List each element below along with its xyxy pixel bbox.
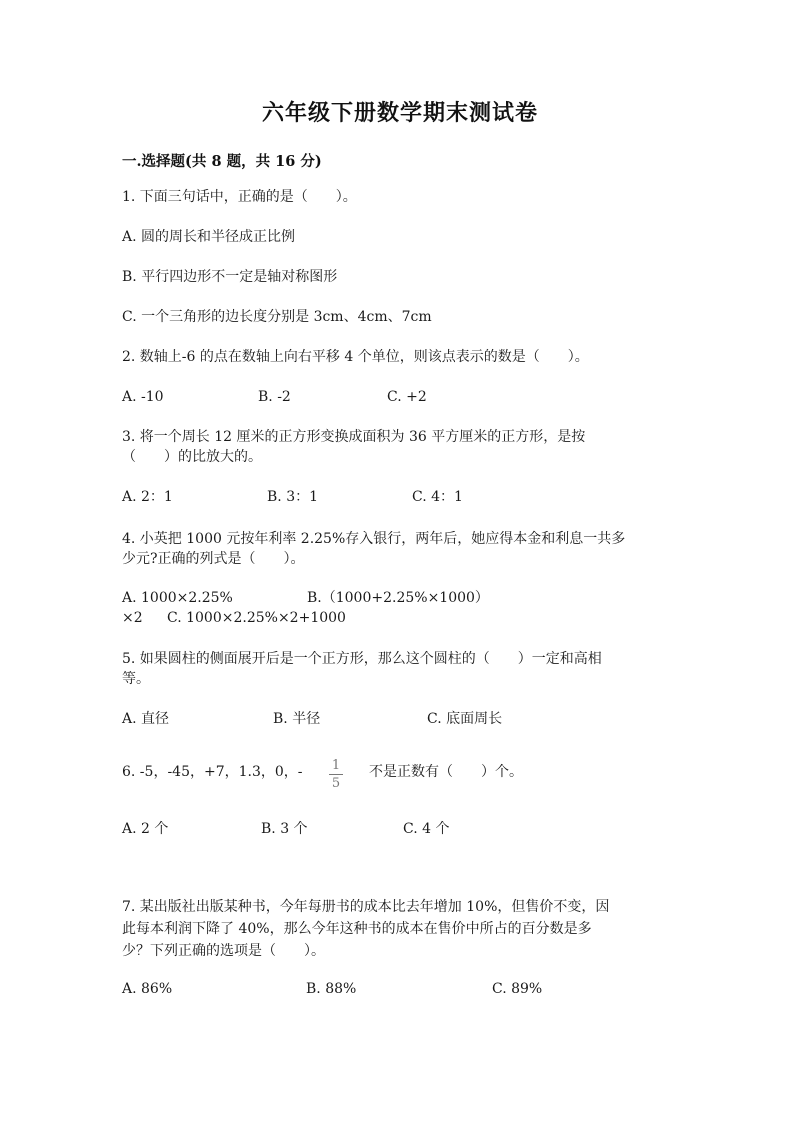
question-1-stem: 1. 下面三句话中，正确的是（ ）。 (122, 189, 357, 205)
question-4-stem-line-2: 少元?正确的列式是（ ）。 (122, 551, 305, 567)
question-3-option-a: A. 2：1 (122, 489, 173, 505)
fraction-one-fifth (328, 758, 344, 791)
question-7-stem-line-3: 少？下列正确的选项是（ ）。 (122, 943, 325, 959)
question-5-stem-line-2: 等。 (122, 671, 150, 687)
fraction-denominator: 5 (331, 776, 341, 791)
question-1-option-b: B. 平行四边形不一定是轴对称图形 (122, 269, 338, 285)
question-4-stem-line-1: 4. 小英把 1000 元按年利率 2.25%存入银行，两年后，她应得本金和利息一共多 (122, 531, 626, 547)
question-6-option-c: C. 4 个 (403, 821, 450, 837)
question-2-stem: 2. 数轴上-6 的点在数轴上向右平移 4 个单位，则该点表示的数是（ ）。 (122, 349, 589, 365)
question-5-option-b: B. 半径 (273, 711, 321, 727)
question-4-option-c: C. 1000×2.25%×2+1000 (167, 610, 346, 626)
question-2-option-c: C. +2 (387, 389, 427, 405)
question-6-option-a: A. 2 个 (122, 821, 169, 837)
question-4-option-a: A. 1000×2.25% (122, 590, 233, 606)
question-5-option-c: C. 底面周长 (427, 711, 503, 727)
question-7-stem-line-1: 7. 某出版社出版某种书，今年每册书的成本比去年增加 10%，但售价不变，因 (122, 899, 610, 915)
question-3-option-c: C. 4：1 (412, 489, 463, 505)
page-title: 六年级下册数学期末测试卷 (261, 100, 538, 126)
question-1-option-c: C. 一个三角形的边长度分别是 3cm、4cm、7cm (122, 309, 432, 325)
fraction-bar (329, 774, 343, 775)
question-4-option-b-continued: ×2 (122, 610, 143, 626)
question-6-stem-end: 不是正数有（ ）个。 (369, 764, 523, 780)
question-7-option-a: A. 86% (122, 981, 173, 997)
section-heading: 一.选择题(共 8 题，共 16 分) (122, 153, 322, 170)
question-1-option-a: A. 圆的周长和半径成正比例 (122, 229, 296, 245)
question-5-stem-line-1: 5. 如果圆柱的侧面展开后是一个正方形，那么这个圆柱的（ ）一定和高相 (122, 651, 602, 667)
question-2-option-b: B. -2 (258, 389, 291, 405)
question-5-option-a: A. 直径 (122, 711, 170, 727)
question-7-option-b: B. 88% (306, 981, 357, 997)
question-3-option-b: B. 3：1 (267, 489, 319, 505)
question-6-stem-start: 6. -5，-45，+7，1.3，0，- (122, 764, 303, 780)
question-3-stem-line-1: 3. 将一个周长 12 厘米的正方形变换成面积为 36 平方厘米的正方形，是按 (122, 429, 586, 445)
question-6-option-b: B. 3 个 (261, 821, 308, 837)
question-4-option-b: B.（1000+2.25%×1000） (307, 590, 489, 606)
question-7-stem-line-2: 此每本利润下降了 40%，那么今年这种书的成本在售价中所占的百分数是多 (122, 921, 592, 937)
question-2-option-a: A. -10 (122, 389, 164, 405)
question-3-stem-line-2: （ ）的比放大的。 (122, 449, 262, 465)
fraction-numerator: 1 (331, 758, 341, 773)
question-7-option-c: C. 89% (492, 981, 543, 997)
